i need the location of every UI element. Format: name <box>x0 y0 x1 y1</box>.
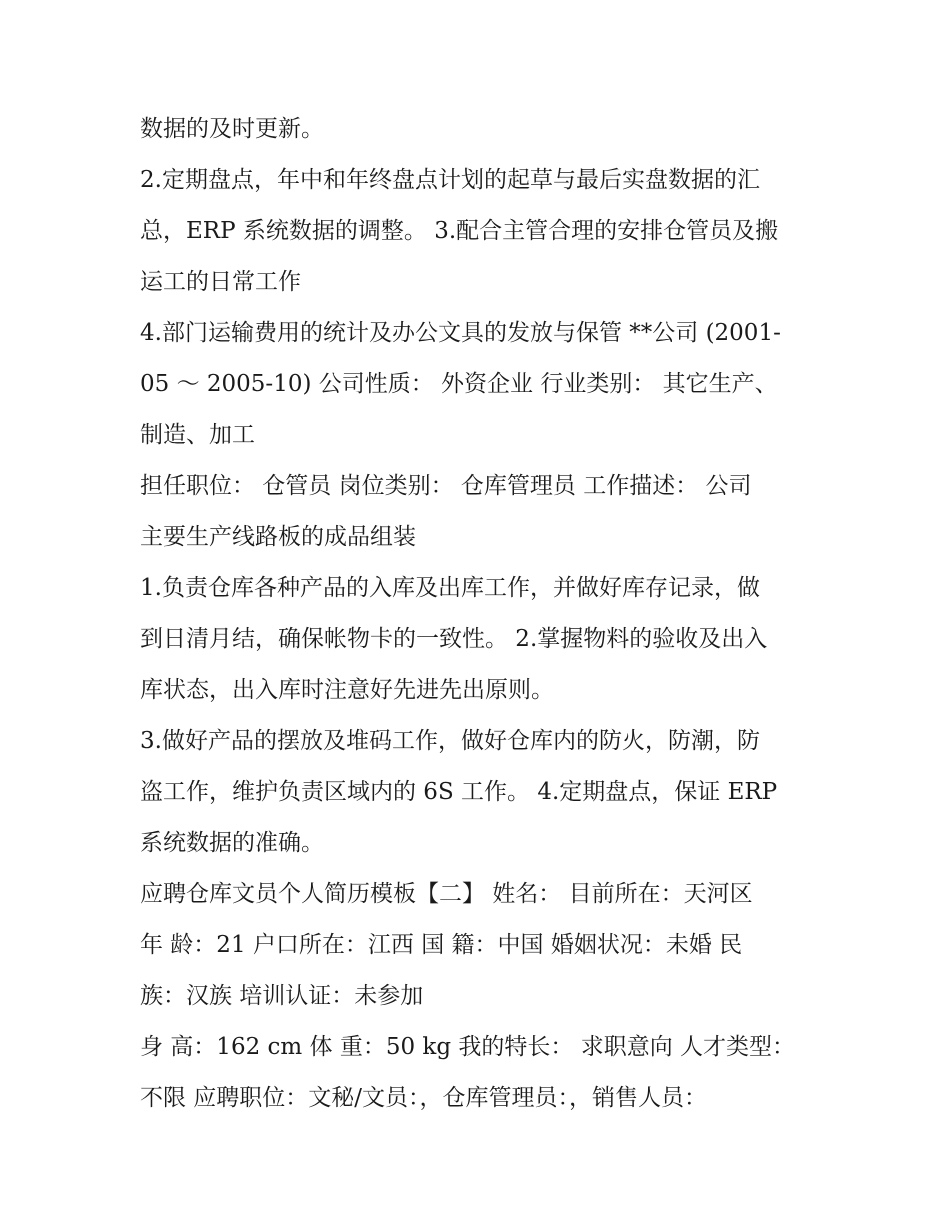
text-line: 不限 应聘职位：文秘/文员：，仓库管理员：，销售人员： <box>140 1085 708 1111</box>
text-line: 05 ～ 2005-10) 公司性质： 外资企业 行业类别： 其它生产、 <box>140 371 778 397</box>
text-line: 族：汉族 培训认证：未参加 <box>140 983 424 1009</box>
text-line: 年 龄：21 户口所在：江西 国 籍：中国 婚姻状况：未婚 民 <box>140 932 743 958</box>
text-line: 3.做好产品的摆放及堆码工作，做好仓库内的防火，防潮，防 <box>140 728 760 754</box>
text-line: 4.部门运输费用的统计及办公文具的发放与保管 **公司 (2001- <box>140 320 781 346</box>
text-line: 数据的及时更新。 <box>140 116 324 142</box>
text-line: 总，ERP 系统数据的调整。 3.配合主管合理的安排仓管员及搬 <box>140 218 779 244</box>
text-line: 运工的日常工作 <box>140 269 301 295</box>
text-line: 1.负责仓库各种产品的入库及出库工作，并做好库存记录，做 <box>140 575 760 601</box>
text-line: 主要生产线路板的成品组装 <box>140 524 416 550</box>
text-line: 系统数据的准确。 <box>140 830 324 856</box>
text-line: 到日清月结，确保帐物卡的一致性。 2.掌握物料的验收及出入 <box>140 626 768 652</box>
text-line: 应聘仓库文员个人简历模板【二】 姓名： 目前所在：天河区 <box>140 881 753 907</box>
text-line: 库状态，出入库时注意好先进先出原则。 <box>140 677 554 703</box>
document-body <box>140 104 820 1124</box>
text-line: 担任职位： 仓管员 岗位类别： 仓库管理员 工作描述： 公司 <box>140 473 752 499</box>
text-line: 2.定期盘点，年中和年终盘点计划的起草与最后实盘数据的汇 <box>140 167 760 193</box>
text-line: 身 高：162 cm 体 重：50 kg 我的特长： 求职意向 人才类型： <box>140 1034 796 1060</box>
text-line: 盗工作，维护负责区域内的 6S 工作。 4.定期盘点，保证 ERP <box>140 779 778 805</box>
text-line: 制造、加工 <box>140 422 255 448</box>
